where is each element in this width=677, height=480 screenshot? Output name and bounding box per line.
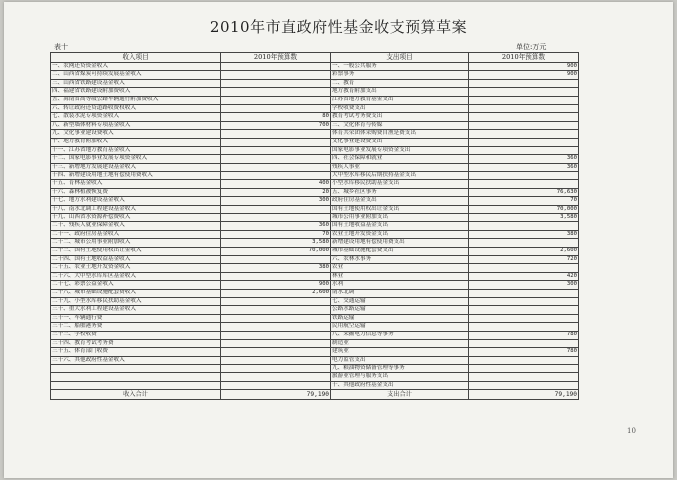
expense-budget-cell: 380 — [469, 230, 579, 238]
expense-item-cell: 彩票事务 — [331, 71, 469, 79]
expense-budget-cell — [469, 264, 579, 272]
table-row — [51, 289, 579, 297]
expense-budget-cell — [469, 121, 579, 129]
table-row — [51, 255, 579, 263]
income-item-cell — [51, 373, 221, 381]
income-budget-cell — [221, 306, 331, 314]
table-row — [51, 348, 579, 356]
table-row — [51, 146, 579, 154]
table-row — [51, 331, 579, 339]
header-expense-item: 支出项目 — [331, 53, 469, 63]
expense-budget-cell: 780 — [469, 348, 579, 356]
income-budget-cell — [221, 88, 331, 96]
table-row — [51, 239, 579, 247]
income-budget-cell — [221, 163, 331, 171]
header-income-budget: 2010年预算数 — [221, 53, 331, 63]
expense-budget-cell: 780 — [469, 331, 579, 339]
income-item-cell: 十九、山西省水资源补偿费收入 — [51, 214, 221, 222]
income-budget-cell — [221, 172, 331, 180]
expense-item-cell: 政府住房基金支出 — [331, 197, 469, 205]
expense-item-cell: 学校收费支出 — [331, 104, 469, 112]
expense-item-cell: 残疾人事业 — [331, 163, 469, 171]
income-budget-cell — [221, 314, 331, 322]
expense-budget-cell — [469, 365, 579, 373]
table-row — [51, 306, 579, 314]
income-budget-cell: 700 — [221, 121, 331, 129]
table-row — [51, 281, 579, 289]
income-budget-cell — [221, 130, 331, 138]
expense-item-cell: 九、粮油物资储备管理等事务 — [331, 365, 469, 373]
expense-item-cell: 民用航空运输 — [331, 323, 469, 331]
income-item-cell: 三十、重大水利工程建设基金收入 — [51, 306, 221, 314]
income-item-cell: 十五、育林基金收入 — [51, 180, 221, 188]
income-budget-cell: 300 — [221, 197, 331, 205]
expense-item-cell: 江苏省地方教育基金支出 — [331, 96, 469, 104]
expense-budget-cell: 900 — [469, 71, 579, 79]
expense-item-cell: 八、采掘电力信息等事务 — [331, 331, 469, 339]
totals-row — [51, 390, 579, 400]
income-total-value: 79,190 — [221, 390, 331, 400]
income-budget-cell — [221, 79, 331, 87]
income-item-cell: 二十二、城市公用事业附加收入 — [51, 239, 221, 247]
expense-total-value: 79,190 — [469, 390, 579, 400]
income-budget-cell — [221, 272, 331, 280]
income-item-cell: 六、转让政府还贷道路收费权收入 — [51, 104, 221, 112]
table-row — [51, 138, 579, 146]
table-row — [51, 373, 579, 381]
table-row — [51, 79, 579, 87]
expense-item-cell: 公路水路运输 — [331, 306, 469, 314]
expense-item-cell: 七、交通运输 — [331, 297, 469, 305]
table-row — [51, 104, 579, 112]
income-item-cell: 十六、森林植被恢复费 — [51, 188, 221, 196]
expense-item-cell: 国有土地收益基金支出 — [331, 222, 469, 230]
income-budget-cell — [221, 373, 331, 381]
income-item-cell: 三十一、车辆通行费 — [51, 314, 221, 322]
expense-item-cell: 小型水库移民扶助基金支出 — [331, 180, 469, 188]
income-item-cell: 二十三、国有土地使用权出让金收入 — [51, 247, 221, 255]
expense-item-cell: 地方教育附加支出 — [331, 88, 469, 96]
income-budget-cell — [221, 356, 331, 364]
expense-budget-cell — [469, 314, 579, 322]
expense-budget-cell — [469, 138, 579, 146]
expense-item-cell: 农业 — [331, 264, 469, 272]
income-budget-cell: 380 — [221, 264, 331, 272]
income-item-cell: 十二、国家电影事业发展专项资金收入 — [51, 155, 221, 163]
expense-budget-cell — [469, 356, 579, 364]
expense-budget-cell — [469, 373, 579, 381]
table-row — [51, 314, 579, 322]
expense-item-cell: 国家电影事业发展专项资金支出 — [331, 146, 469, 154]
expense-budget-cell: 300 — [469, 281, 579, 289]
expense-budget-cell: 360 — [469, 155, 579, 163]
income-budget-cell — [221, 155, 331, 163]
income-budget-cell — [221, 205, 331, 213]
income-item-cell: 二十、残疾人就业保障金收入 — [51, 222, 221, 230]
header-expense-budget: 2010年预算数 — [469, 53, 579, 63]
income-budget-cell: 2,600 — [221, 289, 331, 297]
income-budget-cell: 3,580 — [221, 239, 331, 247]
expense-budget-cell — [469, 79, 579, 87]
expense-budget-cell — [469, 113, 579, 121]
expense-budget-cell — [469, 339, 579, 347]
income-budget-cell: 360 — [221, 222, 331, 230]
expense-budget-cell: 420 — [469, 272, 579, 280]
income-budget-cell — [221, 255, 331, 263]
expense-item-cell: 城市基础设施配套费支出 — [331, 247, 469, 255]
income-budget-cell: 70,000 — [221, 247, 331, 255]
table-row — [51, 130, 579, 138]
expense-budget-cell: 76,630 — [469, 188, 579, 196]
income-item-cell: 三十五、体育部门收费 — [51, 348, 221, 356]
income-budget-cell — [221, 71, 331, 79]
table-header-row — [51, 53, 579, 63]
income-item-cell: 七、散装水泥专项资金收入 — [51, 113, 221, 121]
expense-budget-cell — [469, 306, 579, 314]
income-budget-cell — [221, 348, 331, 356]
income-item-cell — [51, 381, 221, 389]
table-row — [51, 163, 579, 171]
table-row — [51, 381, 579, 389]
expense-item-cell: 林业 — [331, 272, 469, 280]
income-budget-cell — [221, 381, 331, 389]
table-row — [51, 197, 579, 205]
table-row — [51, 71, 579, 79]
table-row — [51, 155, 579, 163]
expense-budget-cell: 70,000 — [469, 205, 579, 213]
income-budget-cell — [221, 339, 331, 347]
income-item-cell: 二、山西省煤炭可持续发展基金收入 — [51, 71, 221, 79]
income-budget-cell: 70 — [221, 230, 331, 238]
income-item-cell — [51, 365, 221, 373]
income-item-cell: 一、农网还贷资金收入 — [51, 63, 221, 71]
table-row — [51, 121, 579, 129]
income-item-cell: 十一、江苏省地方教育基金收入 — [51, 146, 221, 154]
expense-item-cell: 十、其他政府性基金支出 — [331, 381, 469, 389]
income-budget-cell: 900 — [221, 281, 331, 289]
page-number: 10 — [627, 427, 636, 435]
income-item-cell: 二十九、小型水库移民扶助基金收入 — [51, 297, 221, 305]
expense-budget-cell: 70 — [469, 197, 579, 205]
table-row — [51, 180, 579, 188]
expense-item-cell: 六、农林水事务 — [331, 255, 469, 263]
income-item-cell: 二十七、彩票公益金收入 — [51, 281, 221, 289]
income-budget-cell: 20 — [221, 188, 331, 196]
income-budget-cell — [221, 214, 331, 222]
income-budget-cell — [221, 365, 331, 373]
expense-item-cell: 教育考试考务费支出 — [331, 113, 469, 121]
income-item-cell: 二十五、农业土地开发资金收入 — [51, 264, 221, 272]
income-item-cell: 三十三、学校收费 — [51, 331, 221, 339]
income-budget-cell — [221, 63, 331, 71]
table-row — [51, 222, 579, 230]
expense-budget-cell — [469, 146, 579, 154]
expense-item-cell: 铁路运输 — [331, 314, 469, 322]
expense-item-cell: 二、教育 — [331, 79, 469, 87]
income-budget-cell — [221, 104, 331, 112]
table-row — [51, 113, 579, 121]
expense-item-cell: 国有土地使用权出让金支出 — [331, 205, 469, 213]
expense-budget-cell — [469, 130, 579, 138]
expense-item-cell: 三、文化体育与传媒 — [331, 121, 469, 129]
income-item-cell: 三十二、船舶港务费 — [51, 323, 221, 331]
table-row — [51, 272, 579, 280]
expense-item-cell: 文化事业建设费支出 — [331, 138, 469, 146]
expense-budget-cell — [469, 222, 579, 230]
expense-item-cell: 南水北调 — [331, 289, 469, 297]
expense-budget-cell — [469, 289, 579, 297]
income-item-cell: 二十八、城市基础设施配套费收入 — [51, 289, 221, 297]
table-number: 表十 — [54, 43, 68, 51]
expense-item-cell: 电力监管支出 — [331, 356, 469, 364]
expense-item-cell: 水利 — [331, 281, 469, 289]
expense-budget-cell — [469, 180, 579, 188]
expense-item-cell: 制造业 — [331, 339, 469, 347]
income-budget-cell: 400 — [221, 180, 331, 188]
table-row — [51, 96, 579, 104]
expense-budget-cell — [469, 96, 579, 104]
unit-label: 单位:万元 — [516, 43, 547, 51]
table-row — [51, 63, 579, 71]
expense-budget-cell: 2,600 — [469, 247, 579, 255]
expense-item-cell: 大中型水库移民后期扶持基金支出 — [331, 172, 469, 180]
expense-budget-cell — [469, 323, 579, 331]
expense-item-cell: 旅游业管理与服务支出 — [331, 373, 469, 381]
expense-item-cell: 农业土地开发资金支出 — [331, 230, 469, 238]
income-item-cell: 三十四、教育考试考务费 — [51, 339, 221, 347]
expense-item-cell: 新增建设用地有偿使用费支出 — [331, 239, 469, 247]
income-budget-cell — [221, 297, 331, 305]
expense-item-cell: 城市公用事业附加支出 — [331, 214, 469, 222]
expense-budget-cell — [469, 381, 579, 389]
expense-item-cell: 五、城乡社区事务 — [331, 188, 469, 196]
expense-budget-cell — [469, 104, 579, 112]
table-row — [51, 230, 579, 238]
expense-budget-cell — [469, 88, 579, 96]
table-row — [51, 172, 579, 180]
income-item-cell: 二十一、政府住房基金收入 — [51, 230, 221, 238]
table-row — [51, 264, 579, 272]
table-row — [51, 205, 579, 213]
income-budget-cell — [221, 323, 331, 331]
income-item-cell: 二十四、国有土地收益基金收入 — [51, 255, 221, 263]
income-budget-cell: 80 — [221, 113, 331, 121]
income-item-cell: 八、新型墙体材料专项基金收入 — [51, 121, 221, 129]
expense-budget-cell: 720 — [469, 255, 579, 263]
expense-item-cell: 体育共荣团体采购费自渔是费支出 — [331, 130, 469, 138]
table-row — [51, 88, 579, 96]
expense-total-label: 支出合计 — [331, 390, 469, 400]
income-item-cell: 十三、新增地方发展建设基金收入 — [51, 163, 221, 171]
table-row — [51, 214, 579, 222]
table-row — [51, 356, 579, 364]
header-income-item: 收入项目 — [51, 53, 221, 63]
income-item-cell: 十四、新增建设用地土地有偿使用费收入 — [51, 172, 221, 180]
table-row — [51, 247, 579, 255]
table-row — [51, 323, 579, 331]
expense-budget-cell: 900 — [469, 63, 579, 71]
income-budget-cell — [221, 138, 331, 146]
income-item-cell: 九、文化事业建设费收入 — [51, 130, 221, 138]
expense-budget-cell — [469, 239, 579, 247]
table-row — [51, 188, 579, 196]
document-title: 2010年市直政府性基金收支预算草案 — [209, 18, 468, 36]
income-item-cell: 三十六、其他政府性基金收入 — [51, 356, 221, 364]
income-item-cell: 五、海南省高等级公路车辆通行附加费收入 — [51, 96, 221, 104]
table-row — [51, 365, 579, 373]
income-item-cell: 十八、南水北调工程建设基金收入 — [51, 205, 221, 213]
expense-item-cell: 建筑业 — [331, 348, 469, 356]
income-budget-cell — [221, 96, 331, 104]
expense-budget-cell — [469, 297, 579, 305]
table-row — [51, 339, 579, 347]
budget-table — [50, 52, 579, 400]
expense-item-cell: 四、社会保障和就业 — [331, 155, 469, 163]
income-budget-cell — [221, 146, 331, 154]
income-budget-cell — [221, 331, 331, 339]
table-body — [51, 63, 579, 390]
income-item-cell: 十七、地方水利建设基金收入 — [51, 197, 221, 205]
income-total-label: 收入合计 — [51, 390, 221, 400]
expense-budget-cell — [469, 172, 579, 180]
income-item-cell: 二十六、大中型水库库区基金收入 — [51, 272, 221, 280]
expense-budget-cell: 3,580 — [469, 214, 579, 222]
table-row — [51, 297, 579, 305]
expense-item-cell: 一、一般公共服务 — [331, 63, 469, 71]
income-item-cell: 三、山西省铁路建设基金收入 — [51, 79, 221, 87]
income-item-cell: 十、地方教育附加收入 — [51, 138, 221, 146]
income-item-cell: 四、福建省铁路建设附加费收入 — [51, 88, 221, 96]
expense-budget-cell: 360 — [469, 163, 579, 171]
